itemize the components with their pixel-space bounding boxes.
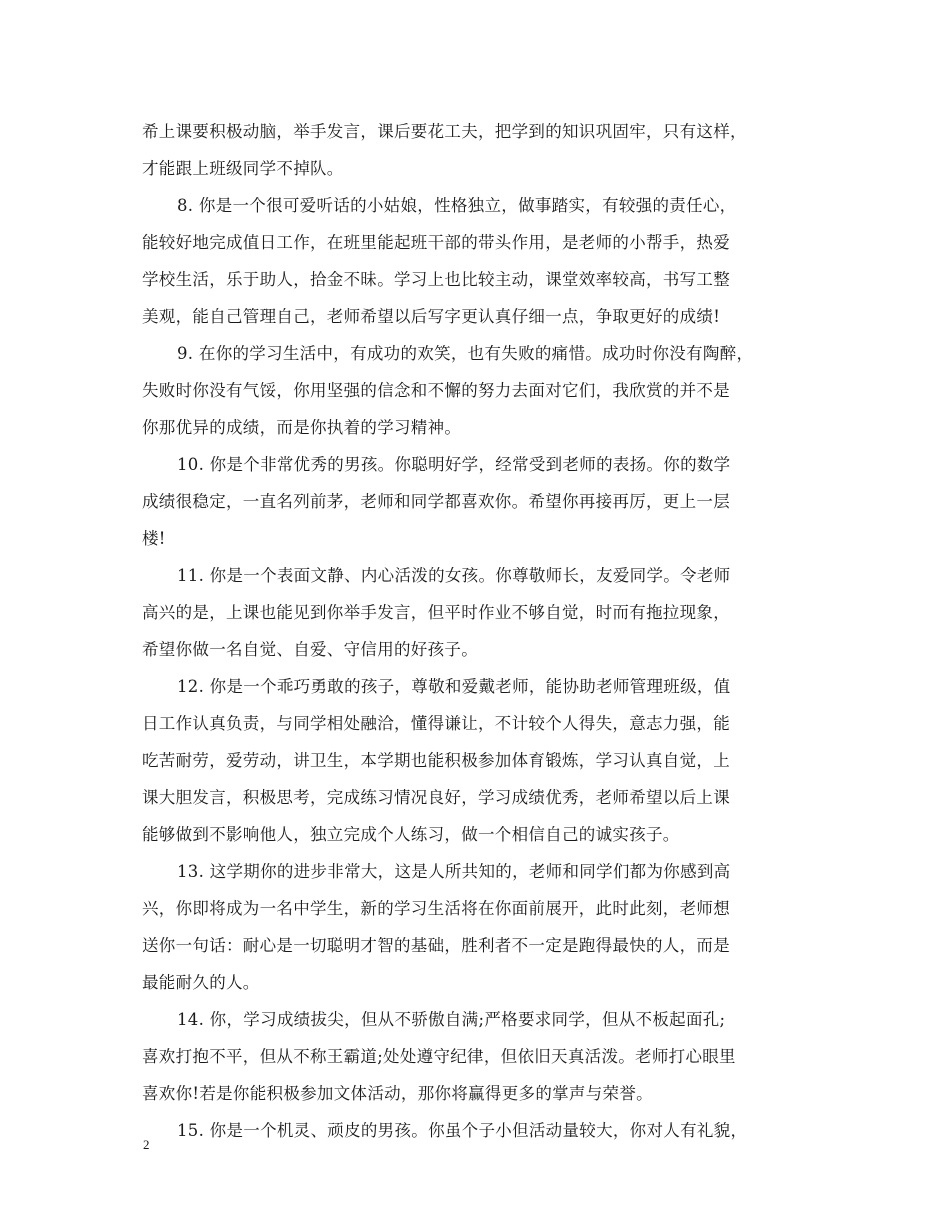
text-line: 13. 这学期你的进步非常大，这是人所共知的，老师和同学们都为你感到高 [177, 862, 731, 881]
text-line: 成绩很稳定，一直名列前茅，老师和同学都喜欢你。希望你再接再厉，更上一层 [142, 492, 730, 511]
text-line: 楼! [142, 529, 166, 548]
text-line: 兴，你即将成为一名中学生，新的学习生活将在你面前展开，此时此刻，老师想 [142, 899, 730, 918]
text-line: 日工作认真负责，与同学相处融洽，懂得谦让，不计较个人得失，意志力强，能 [142, 714, 730, 733]
page-number: 2 [143, 1137, 150, 1152]
text-line: 11. 你是一个表面文静、内心活泼的女孩。你尊敬师长，友爱同学。令老师 [177, 566, 731, 585]
text-line: 学校生活，乐于助人，拾金不昧。学习上也比较主动，课堂效率较高，书写工整 [142, 270, 730, 289]
text-line: 15. 你是一个机灵、顽皮的男孩。你虽个子小但活动量较大，你对人有礼貌， [177, 1121, 748, 1140]
text-line: 能较好地完成值日工作，在班里能起班干部的带头作用，是老师的小帮手，热爱 [142, 233, 730, 252]
text-line: 你那优异的成绩，而是你执着的学习精神。 [142, 418, 462, 437]
text-line: 希望你做一名自觉、自爱、守信用的好孩子。 [142, 640, 478, 659]
text-line: 喜欢你!若是你能积极参加文体活动，那你将赢得更多的掌声与荣誉。 [142, 1084, 653, 1103]
text-line: 高兴的是，上课也能见到你举手发言，但平时作业不够自觉，时而有拖拉现象， [142, 603, 730, 622]
text-line: 14. 你，学习成绩拔尖，但从不骄傲自满;严格要求同学，但从不板起面孔; [177, 1010, 726, 1029]
text-line: 送你一句话：耐心是一切聪明才智的基础，胜利者不一定是跑得最快的人，而是 [142, 936, 730, 955]
text-line: 课大胆发言，积极思考，完成练习情况良好，学习成绩优秀，老师希望以后上课 [142, 788, 730, 807]
text-line: 希上课要积极动脑，举手发言，课后要花工夫，把学到的知识巩固牢，只有这样， [142, 122, 747, 141]
document-body [142, 113, 822, 1149]
text-line: 9. 在你的学习生活中，有成功的欢笑，也有失败的痛惜。成功时你没有陶醉， [177, 344, 754, 363]
text-line: 美观，能自己管理自己，老师希望以后写字更认真仔细一点，争取更好的成绩! [142, 307, 721, 326]
text-line: 才能跟上班级同学不掉队。 [142, 159, 344, 178]
text-line: 喜欢打抱不平，但从不称王霸道;处处遵守纪律，但依旧天真活泼。老师打心眼里 [142, 1047, 736, 1066]
text-line: 8. 你是一个很可爱听话的小姑娘，性格独立，做事踏实，有较强的责任心， [177, 196, 737, 215]
text-line: 能够做到不影响他人，独立完成个人练习，做一个相信自己的诚实孩子。 [142, 825, 680, 844]
text-line: 12. 你是一个乖巧勇敢的孩子，尊敬和爱戴老师，能协助老师管理班级，值 [177, 677, 731, 696]
text-line: 10. 你是个非常优秀的男孩。你聪明好学，经常受到老师的表扬。你的数学 [177, 455, 731, 474]
text-line: 失败时你没有气馁，你用坚强的信念和不懈的努力去面对它们，我欣赏的并不是 [142, 381, 730, 400]
text-line: 吃苦耐劳，爱劳动，讲卫生，本学期也能积极参加体育锻炼，学习认真自觉，上 [142, 751, 730, 770]
text-line: 最能耐久的人。 [142, 973, 260, 992]
